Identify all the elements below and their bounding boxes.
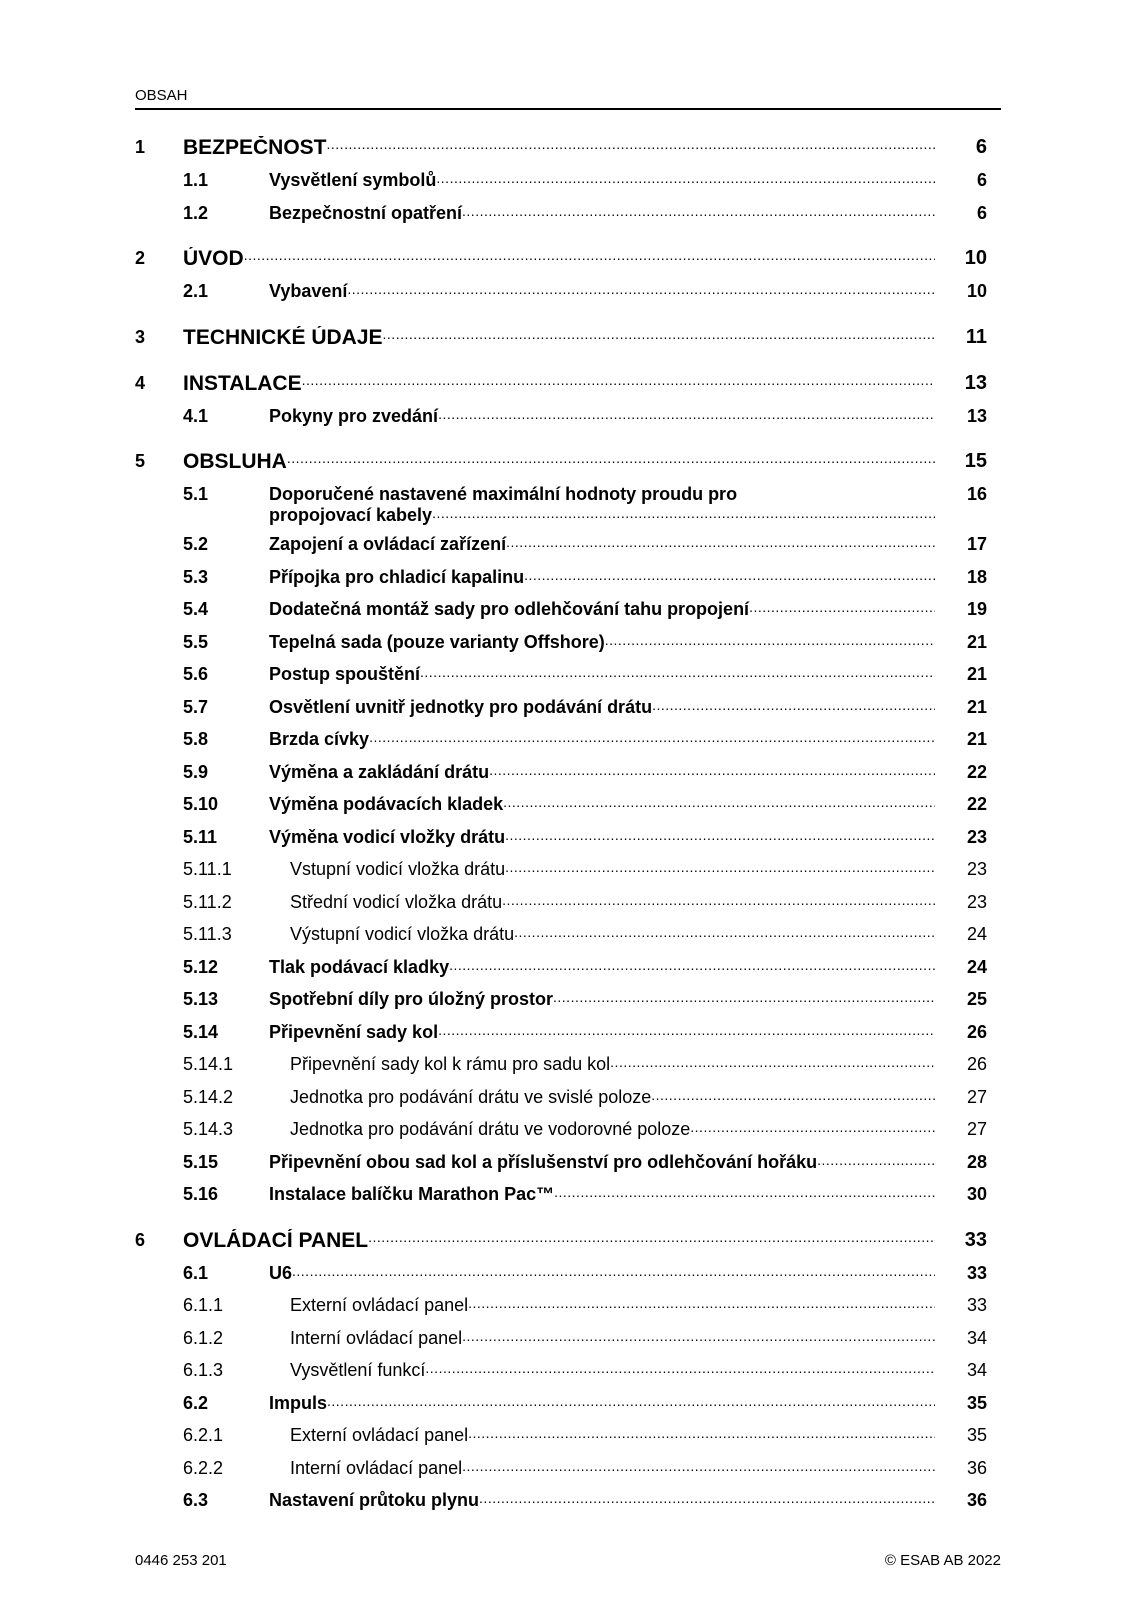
toc-entry-title: Připevnění sady kol k rámu pro sadu kol [290,1054,611,1074]
footer-doc-number: 0446 253 201 [135,1552,227,1569]
toc-entry-page: 15 [964,450,987,472]
toc-entry-page: 34 [966,1360,987,1380]
toc-entry-title: Přípojka pro chladicí kapalinu [269,566,525,587]
toc-entry[interactable] [135,450,1001,484]
toc-entry-number: 5.2 [183,534,209,554]
toc-entry[interactable] [135,1152,1001,1185]
toc-entry[interactable] [135,924,1001,957]
toc-entry[interactable] [135,534,1001,567]
toc-entry-page: 22 [966,761,987,782]
page-header [135,87,1001,110]
toc-entry[interactable] [135,632,1001,665]
toc-entry-title: Tepelná sada (pouze varianty Offshore) [269,631,605,652]
toc-entry-title: Připevnění obou sad kol a příslušenství pro odlehčování hořáku [269,1151,818,1172]
toc-entry-title: Osvětlení uvnitř jednotky pro podávání drátu [269,696,653,717]
toc-entry-page: 27 [966,1086,987,1107]
toc-entry-page: 26 [966,1054,987,1074]
toc-entry-number: 5.14.1 [183,1054,234,1074]
toc-entry-title: Spotřební díly pro úložný prostor [269,989,554,1009]
toc-entry[interactable] [135,247,1001,281]
toc-entry-page: 33 [964,1228,987,1251]
toc-entry-title: Jednotka pro podávání drátu ve vodorovné poloze [290,1119,691,1139]
toc-entry[interactable] [135,326,1001,360]
toc-entry-title: OBSLUHA [183,450,287,473]
toc-entry-title: BEZPEČNOST [183,136,327,159]
toc-entry[interactable] [135,957,1001,990]
toc-entry-number: 6.1.3 [183,1360,224,1380]
toc-entry-page: 33 [966,1262,987,1283]
toc-entry-number: 5.14 [183,1021,219,1042]
toc-entry-number: 5.12 [183,956,219,977]
toc-entry-number: 6.2.1 [183,1425,224,1445]
toc-entry-number: 5.14.2 [183,1086,234,1107]
toc-entry-number: 5.15 [183,1151,219,1172]
toc-entry-title: Vysvětlení symbolů [269,170,437,190]
toc-entry-page: 36 [966,1457,987,1478]
toc-entry-page: 10 [966,281,987,301]
toc-entry[interactable] [135,1022,1001,1055]
toc-entry-number: 5.10 [183,794,219,814]
toc-entry-title: Jednotka pro podávání drátu ve svislé poloze [290,1086,652,1107]
toc-entry[interactable] [135,762,1001,795]
toc-entry-title: Vysvětlení funkcí [290,1360,426,1380]
toc-entry-number: 3 [135,326,146,347]
toc-entry[interactable] [135,281,1001,314]
toc-entry[interactable] [135,892,1001,925]
toc-entry-page: 10 [964,247,987,269]
toc-entry-page: 16 [966,484,987,504]
toc-entry-number: 2 [135,248,146,268]
toc-entry-page: 33 [966,1295,987,1315]
toc-entry-page: 17 [966,534,987,554]
toc-entry[interactable] [135,567,1001,600]
toc-entry-number: 6 [135,1229,146,1250]
toc-entry[interactable] [135,170,1001,203]
toc-entry[interactable] [135,794,1001,827]
toc-entry[interactable] [135,1054,1001,1087]
toc-entry-page: 23 [966,826,987,847]
toc-entry[interactable] [135,136,1001,170]
toc-entry-number: 5.1 [183,484,209,504]
toc-entry-title: Postup spouštění [269,664,421,684]
toc-entry-title: Zapojení a ovládací zařízení [269,534,507,554]
toc-entry-title: Vybavení [269,281,348,301]
toc-entry-title: Externí ovládací panel [290,1425,469,1445]
toc-entry-page: 13 [966,405,987,426]
toc-entry[interactable] [135,1119,1001,1152]
toc-entry-title: Nastavení průtoku plynu [269,1490,480,1510]
toc-entry-title: Interní ovládací panel [290,1457,463,1478]
toc-entry-page: 6 [976,170,987,190]
toc-entry-title: Výstupní vodicí vložka drátu [290,924,515,944]
toc-entry-page: 24 [966,924,987,944]
toc-entry[interactable] [135,827,1001,860]
toc-entry-page: 11 [965,325,987,348]
header-label: OBSAH [135,87,188,104]
toc-entry-page: 6 [975,136,987,158]
toc-entry-page: 23 [966,859,987,879]
toc-entry[interactable] [135,372,1001,406]
table-of-contents [135,132,1001,1523]
toc-entry-page: 21 [966,664,987,684]
toc-entry-title: Dodatečná montáž sady pro odlehčování tahu propojení [269,599,750,619]
toc-entry-number: 5.13 [183,989,219,1009]
toc-entry-number: 6.2.2 [183,1457,224,1478]
toc-entry-number: 5.8 [183,729,209,749]
toc-entry-title: Interní ovládací panel [290,1327,463,1348]
toc-entry-title: Doporučené nastavené maximální hodnoty proudu pro [269,484,738,504]
toc-entry-page: 6 [976,202,987,223]
toc-entry-number: 5.4 [183,599,209,619]
toc-entry[interactable] [135,203,1001,236]
toc-entry[interactable] [135,484,1001,534]
toc-entry-number: 5.11.2 [183,891,232,912]
toc-entry-page: 36 [966,1490,987,1510]
toc-entry-number: 5.16 [183,1184,219,1204]
toc-entry[interactable] [135,406,1001,439]
toc-entry-page: 21 [966,696,987,717]
toc-entry-number: 6.2 [183,1392,209,1413]
toc-entry-page: 13 [964,371,987,394]
toc-entry[interactable] [135,1328,1001,1361]
toc-entry[interactable] [135,1425,1001,1458]
toc-entry-page: 25 [966,989,987,1009]
toc-entry-page: 35 [966,1392,987,1413]
toc-entry-title: Připevnění sady kol [269,1021,439,1042]
toc-entry-number: 5.11.3 [183,924,232,944]
toc-entry-title: Výměna podávacích kladek [269,794,504,814]
toc-entry-title-continued: propojovací kabely [269,505,433,525]
toc-entry[interactable] [135,729,1001,762]
toc-entry[interactable] [135,599,1001,632]
toc-entry-title: Tlak podávací kladky [269,956,450,977]
toc-entry-number: 4 [135,372,146,393]
toc-entry-page: 23 [966,891,987,912]
toc-entry-page: 22 [966,794,987,814]
toc-entry[interactable] [135,697,1001,730]
toc-entry-number: 6.1 [183,1262,209,1283]
toc-entry-number: 4.1 [183,405,209,426]
toc-entry-page: 27 [966,1119,987,1139]
toc-entry-page: 21 [966,729,987,749]
toc-entry[interactable] [135,1393,1001,1426]
toc-entry-title: Brzda cívky [269,729,370,749]
toc-entry-number: 6.1.1 [183,1295,224,1315]
toc-entry-number: 5.3 [183,566,209,587]
toc-entry-page: 34 [966,1327,987,1348]
toc-entry-title: Výměna a zakládání drátu [269,761,490,782]
toc-entry-title: Výměna vodicí vložky drátu [269,826,506,847]
toc-entry-number: 5.6 [183,664,209,684]
toc-entry-number: 1.2 [183,202,209,223]
toc-entry-title: Vstupní vodicí vložka drátu [290,859,506,879]
toc-entry[interactable] [135,664,1001,697]
toc-entry-number: 5.11.1 [183,859,232,879]
toc-entry-number: 5.14.3 [183,1119,234,1139]
toc-entry-title: Instalace balíčku Marathon Pac™ [269,1184,555,1204]
toc-entry-title: TECHNICKÉ ÚDAJE [183,325,383,349]
toc-entry-number: 5.7 [183,696,209,717]
toc-entry-number: 6.3 [183,1490,209,1510]
toc-entry-title: U6 [269,1262,293,1283]
toc-entry-page: 18 [966,566,987,587]
toc-entry[interactable] [135,1087,1001,1120]
toc-entry-number: 5.11 [183,826,218,847]
toc-entry-page: 24 [966,956,987,977]
toc-entry-page: 28 [966,1151,987,1172]
toc-entry-number: 6.1.2 [183,1327,224,1348]
toc-entry-number: 5.5 [183,631,209,652]
toc-entry-title: Střední vodicí vložka drátu [290,891,503,912]
toc-entry[interactable] [135,989,1001,1022]
toc-entry-number: 2.1 [183,281,209,301]
toc-entry-number: 1 [135,137,146,157]
toc-entry-number: 5.9 [183,761,209,782]
toc-entry-page: 35 [966,1425,987,1445]
toc-entry-title: ÚVOD [183,247,244,270]
toc-entry-title: Bezpečnostní opatření [269,202,463,223]
toc-entry[interactable] [135,1263,1001,1296]
toc-entry-page: 30 [966,1184,987,1204]
toc-entry[interactable] [135,1490,1001,1523]
toc-entry-title: Pokyny pro zvedání [269,405,439,426]
toc-entry-title: Externí ovládací panel [290,1295,469,1315]
toc-entry-number: 5 [135,451,146,471]
toc-entry[interactable] [135,1295,1001,1328]
toc-entry-title: INSTALACE [183,371,302,395]
toc-entry-page: 21 [966,631,987,652]
toc-entry[interactable] [135,1458,1001,1491]
toc-entry[interactable] [135,1229,1001,1263]
toc-entry-page: 19 [966,599,987,619]
toc-entry[interactable] [135,1360,1001,1393]
toc-entry-page: 26 [966,1021,987,1042]
footer-copyright: © ESAB AB 2022 [884,1552,1001,1569]
toc-entry[interactable] [135,1184,1001,1217]
toc-entry-number: 1.1 [183,170,209,190]
toc-entry[interactable] [135,859,1001,892]
toc-entry-title: OVLÁDACÍ PANEL [183,1228,369,1252]
toc-entry-title: Impuls [269,1392,328,1413]
